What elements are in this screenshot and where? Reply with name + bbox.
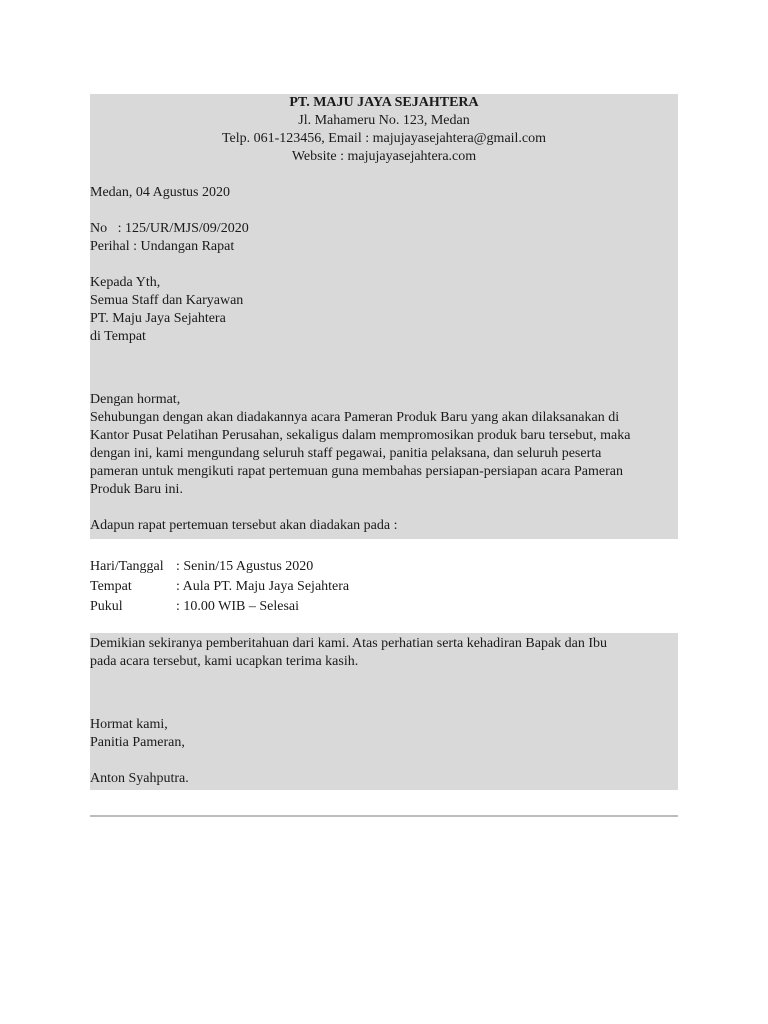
letterhead	[90, 94, 678, 166]
company-website: Website : majujayasejahtera.com	[291, 149, 477, 164]
body-paragraph-line: Produk Baru ini.	[90, 482, 183, 497]
detail-label: Pukul	[90, 599, 123, 614]
body-paragraph-line: dengan ini, kami mengundang seluruh staff pegawai, panitia pelaksana, dan seluruh peserta	[90, 446, 602, 461]
recipient-line: di Tempat	[90, 329, 146, 344]
letter-subject: Perihal : Undangan Rapat	[90, 239, 235, 254]
company-contact: Telp. 061-123456, Email : majujayasejahtera@gmail.com	[221, 131, 547, 146]
detail-value: : 10.00 WIB – Selesai	[176, 599, 300, 614]
committee-name: Panitia Pameran,	[90, 735, 185, 750]
regards: Hormat kami,	[90, 717, 168, 732]
detail-row-time	[90, 597, 678, 617]
letter-body	[90, 391, 678, 535]
recipient-block	[90, 274, 678, 346]
detail-row-date	[90, 557, 678, 577]
letter-main-section	[90, 94, 678, 539]
closing-line: Demikian sekiranya pemberitahuan dari kami. Atas perhatian serta kehadiran Bapak dan Ibu	[90, 636, 608, 651]
body-paragraph-line: pameran untuk mengikuti rapat pertemuan guna membahas persiapan-persiapan acara Pameran	[90, 464, 623, 479]
signer-name: Anton Syahputra.	[90, 771, 189, 786]
company-address: Jl. Mahameru No. 123, Medan	[298, 113, 470, 128]
body-paragraph-line: Sehubungan dengan akan diadakannya acara Pameran Produk Baru yang akan dilaksanakan di	[90, 410, 620, 425]
company-name: PT. MAJU JAYA SEJAHTERA	[289, 95, 479, 110]
body-paragraph-line: Kantor Pusat Pelatihan Perusahan, sekaligus dalam mempromosikan produk baru tersebut, maka	[90, 428, 631, 443]
letter-closing-section	[90, 633, 678, 790]
bottom-divider	[90, 815, 678, 817]
meeting-details	[90, 539, 678, 633]
letter-document	[90, 94, 678, 790]
letter-date: Medan, 04 Agustus 2020	[90, 185, 230, 200]
detail-value: : Aula PT. Maju Jaya Sejahtera	[176, 579, 350, 594]
detail-row-place	[90, 577, 678, 597]
recipient-line: Kepada Yth,	[90, 275, 161, 290]
recipient-line: PT. Maju Jaya Sejahtera	[90, 311, 226, 326]
detail-value: : Senin/15 Agustus 2020	[176, 559, 314, 574]
recipient-line: Semua Staff dan Karyawan	[90, 293, 244, 308]
greeting: Dengan hormat,	[90, 392, 181, 407]
meeting-intro: Adapun rapat pertemuan tersebut akan diadakan pada :	[90, 518, 398, 533]
detail-label: Hari/Tanggal	[90, 559, 164, 574]
closing-line: pada acara tersebut, kami ucapkan terima kasih.	[90, 654, 359, 669]
detail-label: Tempat	[90, 579, 132, 594]
letter-number: No : 125/UR/MJS/09/2020	[90, 221, 249, 236]
